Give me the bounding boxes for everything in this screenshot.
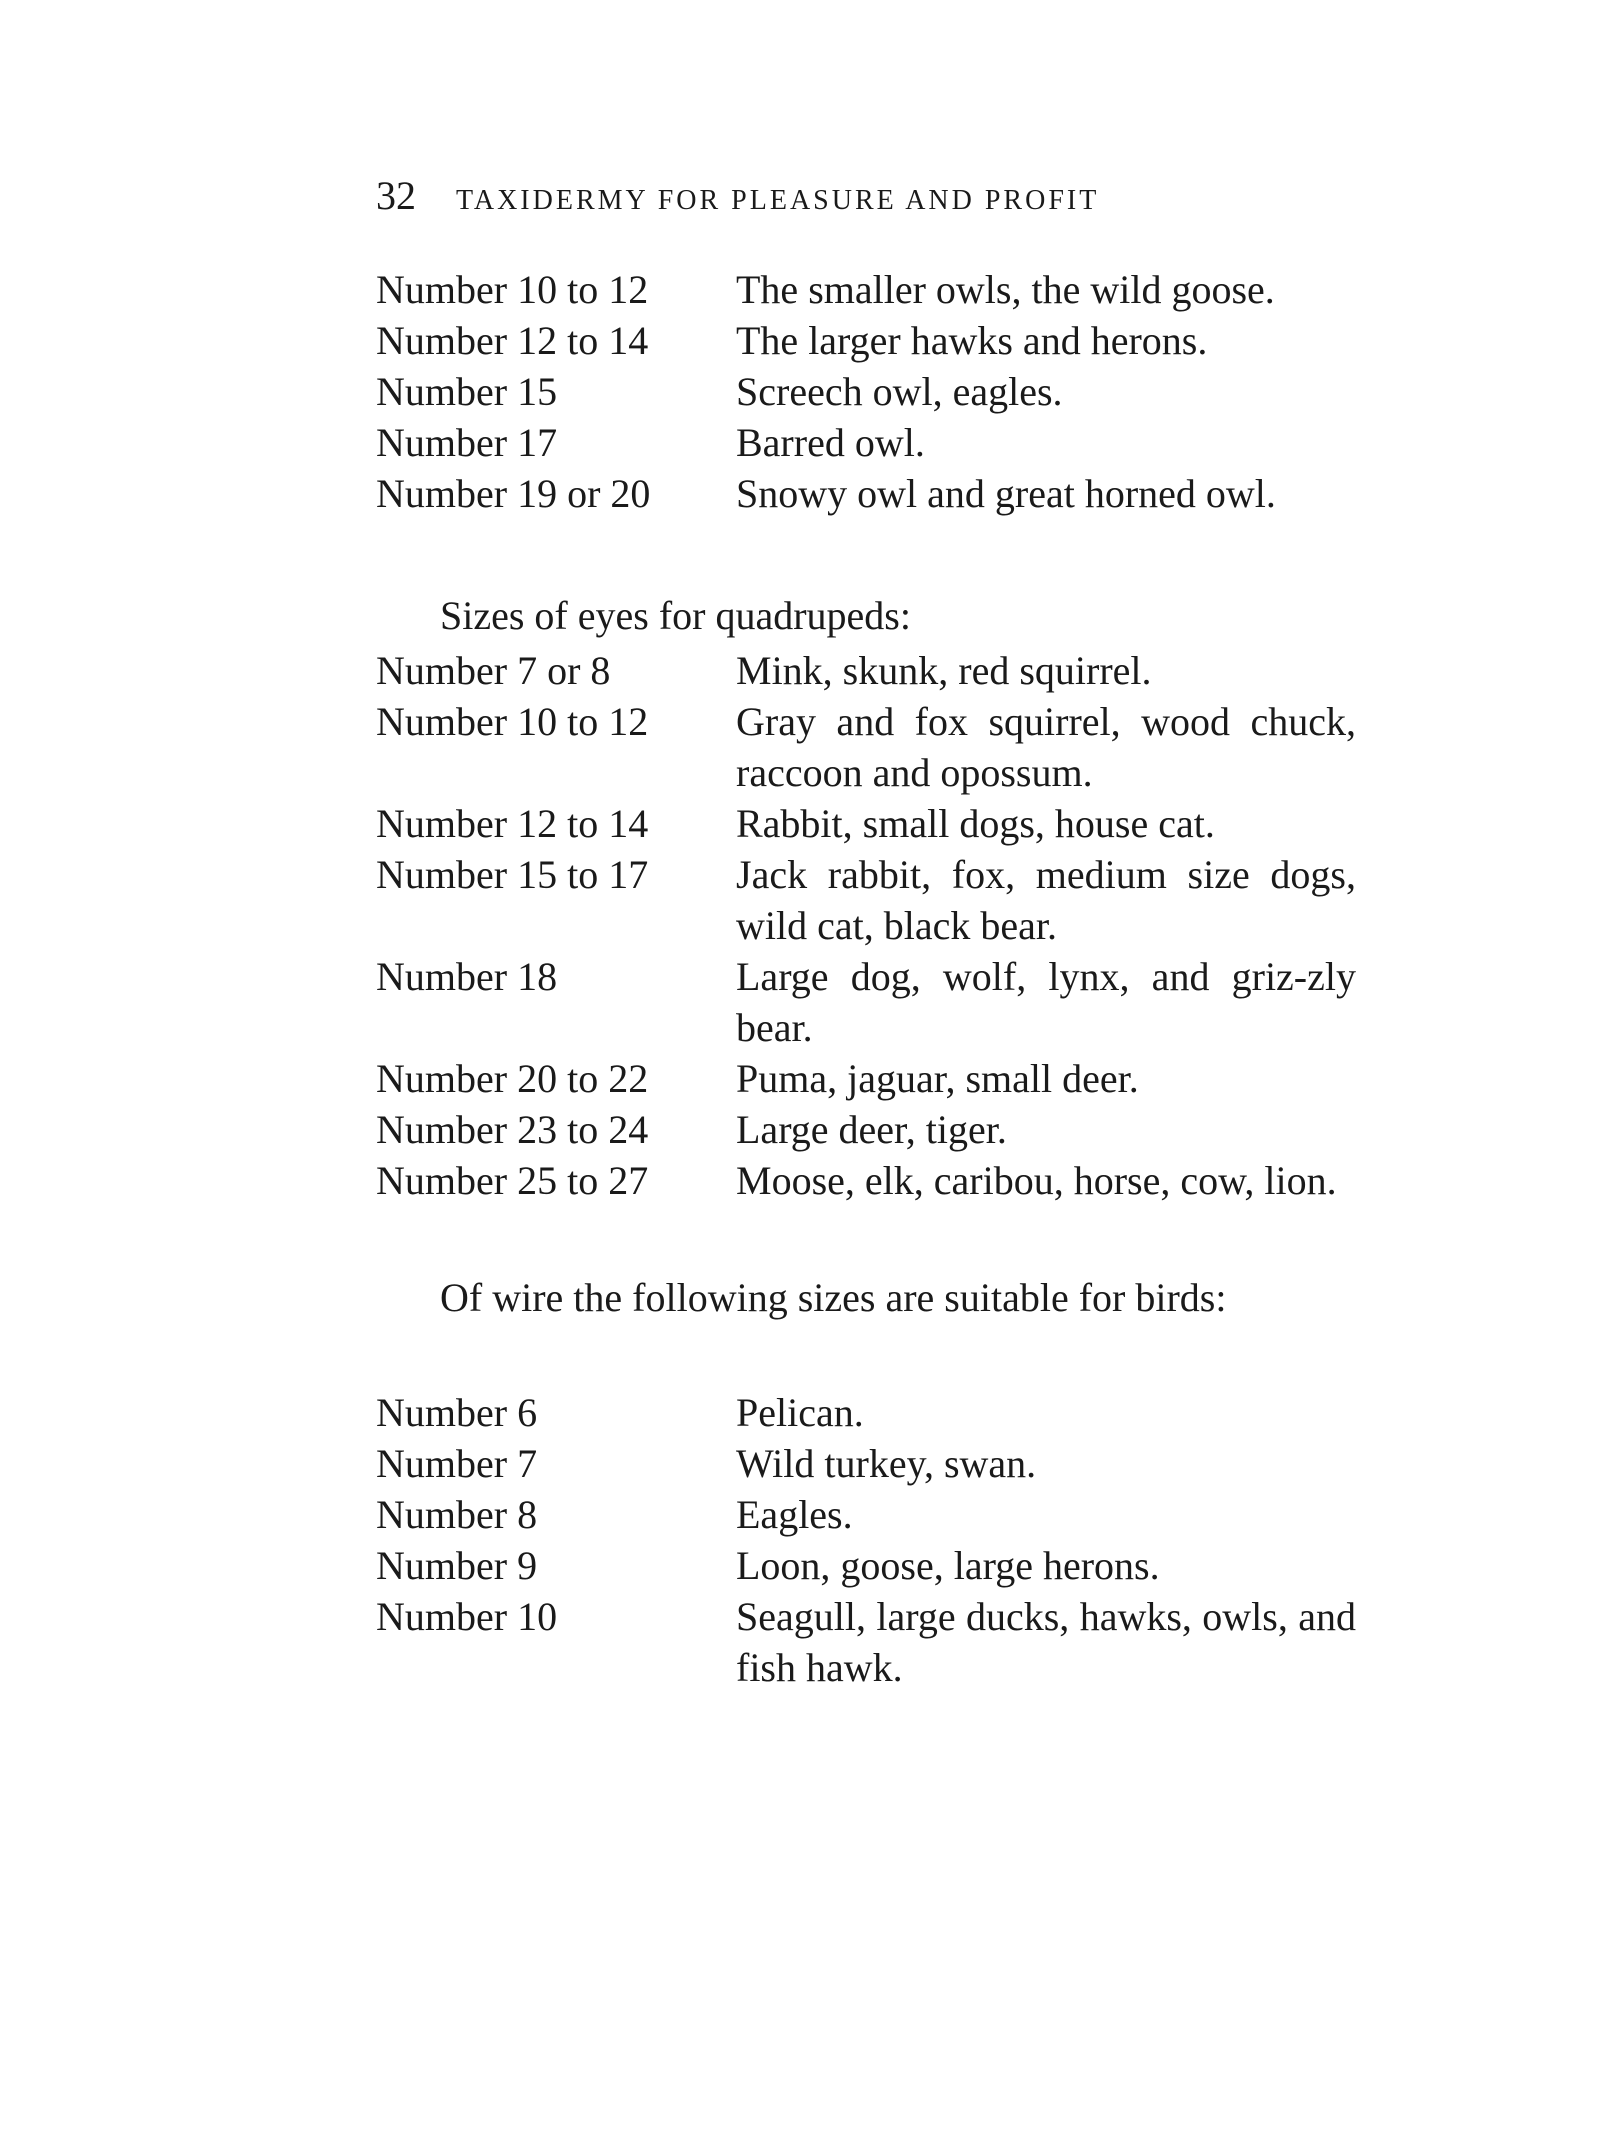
quadruped-intro: Sizes of eyes for quadrupeds: [440, 593, 911, 638]
size-description: Snowy owl and great horned owl. [736, 471, 1276, 516]
size-description: Jack rabbit, fox, medium size dogs, wild cat, black bear. [736, 852, 1356, 948]
size-number: Number 20 to 22 [376, 1056, 649, 1101]
size-description: Barred owl. [736, 420, 925, 465]
size-description: Large dog, wolf, lynx, and griz-zly bear. [736, 954, 1356, 1050]
list-item [376, 1387, 1356, 1438]
size-number: Number 12 to 14 [376, 801, 649, 846]
size-number: Number 7 or 8 [376, 648, 611, 693]
quadruped-eye-sizes-list [376, 645, 1356, 1206]
list-item [376, 366, 1356, 417]
list-item [376, 1104, 1356, 1155]
list-item [376, 468, 1356, 519]
wire-intro-section [376, 1272, 1356, 1323]
list-item [376, 1155, 1356, 1206]
list-item [376, 951, 1356, 1053]
size-number: Number 10 [376, 1594, 558, 1639]
size-number: Number 25 to 27 [376, 1158, 649, 1203]
list-item [376, 1591, 1356, 1693]
size-number: Number 9 [376, 1543, 538, 1588]
list-item [376, 315, 1356, 366]
size-description: Gray and fox squirrel, wood chuck, raccoon and opossum. [736, 699, 1356, 795]
size-number: Number 18 [376, 954, 558, 999]
size-description: Rabbit, small dogs, house cat. [736, 801, 1215, 846]
size-description: Large deer, tiger. [736, 1107, 1007, 1152]
list-item [376, 417, 1356, 468]
size-number: Number 6 [376, 1390, 538, 1435]
size-description: The larger hawks and herons. [736, 318, 1208, 363]
size-number: Number 10 to 12 [376, 699, 649, 744]
list-item [376, 798, 1356, 849]
size-number: Number 17 [376, 420, 558, 465]
size-description: Loon, goose, large herons. [736, 1543, 1160, 1588]
list-item [376, 1438, 1356, 1489]
wire-intro: Of wire the following sizes are suitable for birds: [440, 1275, 1227, 1320]
quadruped-intro-section [376, 590, 1356, 641]
size-number: Number 12 to 14 [376, 318, 649, 363]
list-item [376, 849, 1356, 951]
list-item [376, 645, 1356, 696]
list-item [376, 696, 1356, 798]
size-number: Number 23 to 24 [376, 1107, 649, 1152]
size-description: Pelican. [736, 1390, 864, 1435]
size-description: Mink, skunk, red squirrel. [736, 648, 1152, 693]
size-description: The smaller owls, the wild goose. [736, 267, 1275, 312]
size-description: Eagles. [736, 1492, 853, 1537]
running-title: TAXIDERMY FOR PLEASURE AND PROFIT [456, 185, 1100, 216]
size-description: Wild turkey, swan. [736, 1441, 1037, 1486]
list-item [376, 1053, 1356, 1104]
size-number: Number 8 [376, 1492, 538, 1537]
page-number: 32 [376, 173, 416, 218]
bird-eye-sizes-list [376, 264, 1356, 519]
size-number: Number 10 to 12 [376, 267, 649, 312]
list-item [376, 1540, 1356, 1591]
size-number: Number 7 [376, 1441, 538, 1486]
list-item [376, 1489, 1356, 1540]
size-description: Screech owl, eagles. [736, 369, 1063, 414]
running-head [376, 172, 1099, 220]
size-description: Puma, jaguar, small deer. [736, 1056, 1139, 1101]
size-description: Seagull, large ducks, hawks, owls, and fish hawk. [736, 1594, 1356, 1690]
size-number: Number 19 or 20 [376, 471, 651, 516]
size-number: Number 15 to 17 [376, 852, 649, 897]
wire-sizes-list [376, 1387, 1356, 1693]
size-description: Moose, elk, caribou, horse, cow, lion. [736, 1158, 1337, 1203]
size-number: Number 15 [376, 369, 558, 414]
list-item [376, 264, 1356, 315]
